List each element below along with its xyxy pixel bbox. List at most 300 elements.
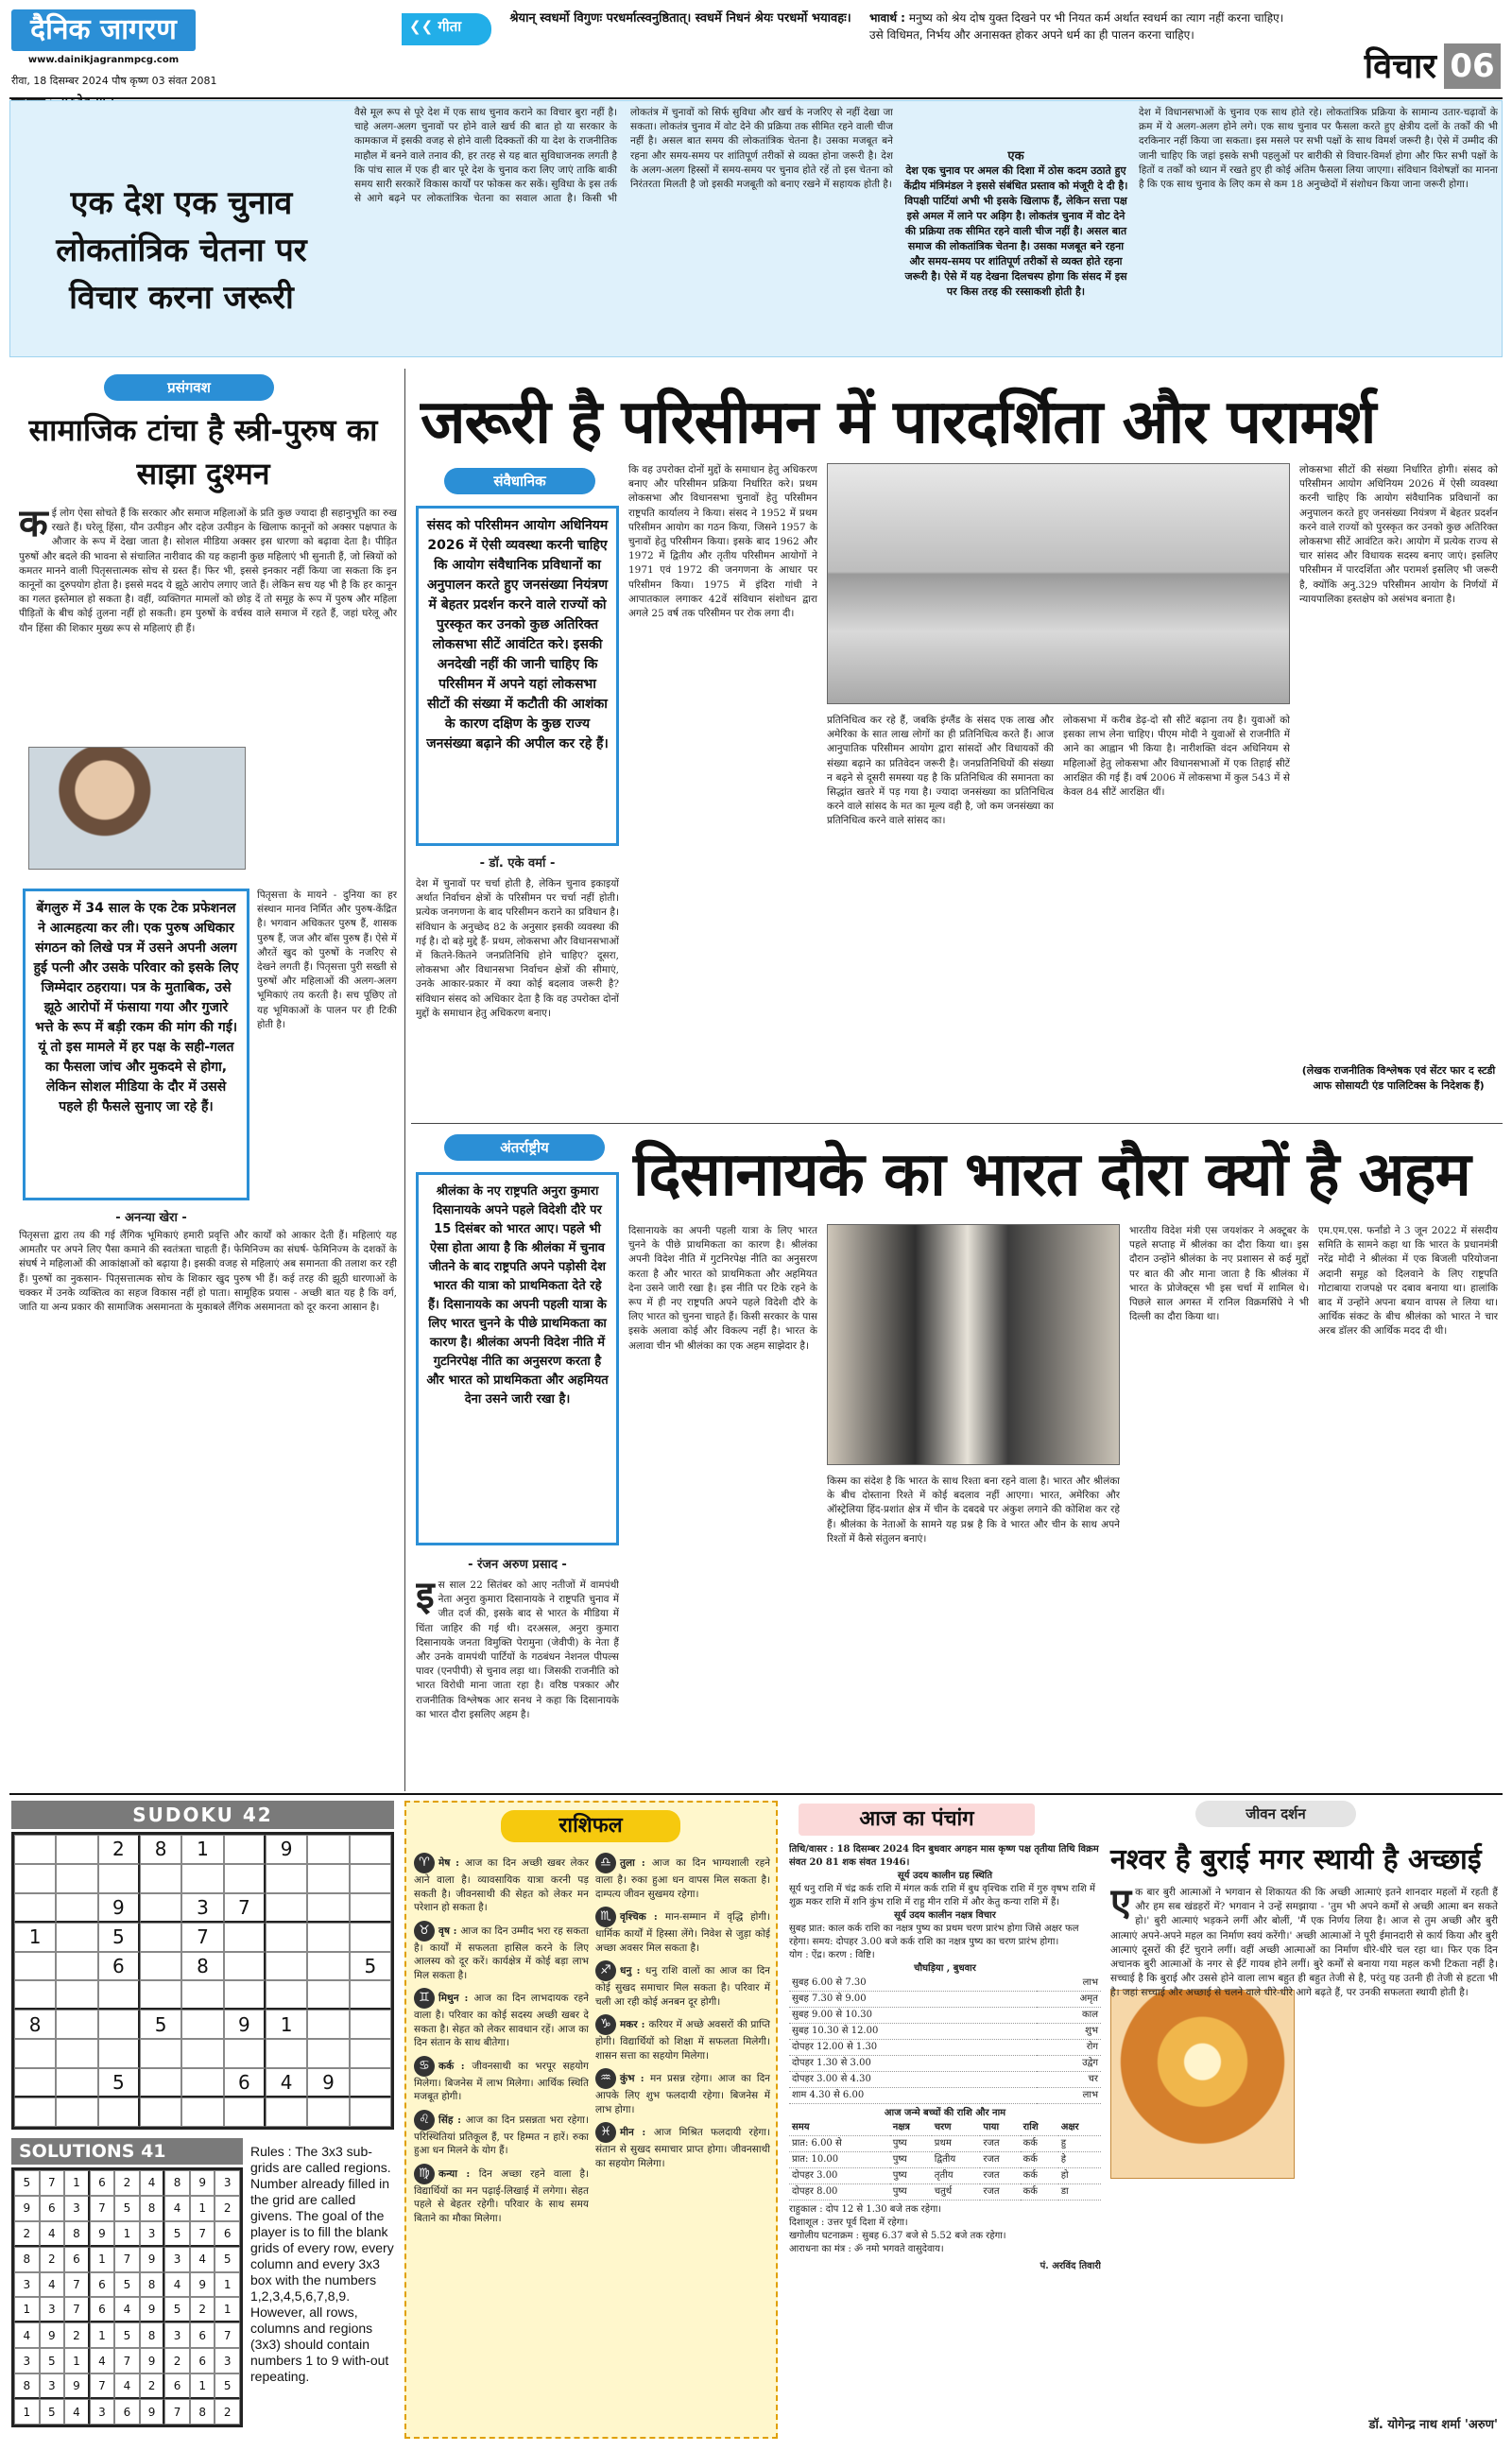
sudoku-cell[interactable]	[266, 2097, 307, 2127]
sudoku-cell[interactable]: 9	[98, 1893, 140, 1923]
solution-cell: 1	[190, 2196, 215, 2221]
birth-cell: तृतीय	[932, 2168, 981, 2184]
dissanayake-quote: श्रीलंका के नए राष्ट्रपति अनुरा कुमारा दिसानायके अपने पहले विदेशी दौरे पर 15 दिसंबर को भारत आए। पहले भी ऐसा होता आया है कि श्रीलंका में चुनाव जीतने के बाद राष्ट्रपति अपने पड़ोसी देश भारत की यात्रा को प्राथमिकता देते रहे हैं। दिसानायके का अपनी पहली यात्रा के लिए भारत चुनने के पीछे प्राथमिकता का कारण है। श्रीलंका अपनी विदेश नीति में गुटनिरपेक्ष नीति का अनुसरण करता है और भारत को प्राथमिकता और अहमियत देना उसने जारी रखा है।	[416, 1172, 619, 1545]
chogadiya-row	[789, 1976, 1101, 1992]
parisiman-author-note: (लेखक राजनीतिक विश्लेषक एवं सेंटर फार द स्टडी आफ सोसायटी एंड पालिटिक्स के निदेशक हैं)	[1301, 1064, 1496, 1092]
editorial-col1: वैसे मूल रूप से पूरे देश में एक साथ चुनाव कराने का विचार बुरा नहीं है। चाहे अलग-अलग चुनावों पर होने वाले खर्च की बात हो या सरकार के कामकाज में इसकी वजह से होने वाली दिक्कतों की या देश के राजनीतिक माहौल में बनने वाले तनाव की, हर तरह से यह बात सुविधाजनक लगती है कि पांच साल में एक ही बार पूरे देश के चुनाव करा लिए जाएं ताकि बाकी समय सारी सरकारें विकास कार्यों पर फोकस कर सकें। सुविधा के इस तर्क से आगे बढ़ने पर लोकतांत्रिक चेतना का सवाल आता है। किसी भी लोकतंत्र में चुनावों को सिर्फ सुविधा और खर्च के नजरिए से नहीं देखा जा सकता। लोकतंत्र चुनाव में वोट देने की प्रक्रिया तक सीमित रहने वाली चीज नहीं है। असल बात समय की लोकतांत्रिक चेतना है। उसका मजबूत बने रहना और समय-समय पर शांतिपूर्ण तरीकों से व्यक्त होना जरूरी है। देश के अलग-अलग हिस्सों में समय-समय पर चुनाव होते रहें तो इस चेतना को निरंतरता मिलती है जो इसकी मजबूती को बनाए रखने में सहायक होती है।	[354, 107, 893, 205]
solution-cell: 7	[64, 2297, 90, 2322]
sudoku-cell[interactable]: 1	[181, 1835, 223, 1864]
solution-cell: 1	[215, 2272, 240, 2298]
rashi-item	[414, 1853, 589, 1915]
panchang-author: पं. अरविंद तिवारी	[1040, 2261, 1101, 2271]
solution-cell: 1	[64, 2348, 90, 2373]
sudoku-cell[interactable]	[350, 2010, 391, 2039]
rashi-text: करियर में अच्छे अवसरों की प्राप्ति होगी। विद्यार्थियों को शिक्षा में सफलता मिलेगी। शासन सत्ता का सहयोग मिलेगा।	[595, 2019, 770, 2062]
rashi-name: मिथुन :	[438, 1993, 474, 2004]
solution-cell: 7	[40, 2170, 65, 2196]
zodiac-icon: ♐	[595, 1960, 616, 1981]
solution-cell: 7	[64, 2272, 90, 2298]
sudoku-cell[interactable]	[56, 1923, 97, 1952]
rashi-item	[414, 1988, 589, 2050]
rashi-item	[595, 2122, 770, 2170]
zodiac-icon: ♎	[595, 1853, 616, 1873]
solution-cell: 6	[215, 2221, 240, 2247]
sudoku-cell[interactable]: 8	[14, 2010, 56, 2039]
solution-cell: 7	[215, 2322, 240, 2348]
sudoku-cell[interactable]: 7	[181, 1923, 223, 1952]
rashi-name: वृष :	[438, 1925, 461, 1937]
sudoku-grid[interactable]	[11, 1832, 394, 2130]
dissanayake-col1-text: स साल 22 सितंबर को आए नतीजों में वामपंथी नेता अनुरा कुमारा दिसानायके ने राष्ट्रपति चुनाव में जीत दर्ज की, इसके बाद से भारत के मीडिया में चिंता जाहिर की गई थी। दरअसल, अनुरा कुमारा दिसानायके जनता विमुक्ति पेरामुना (जेवीपी) के नेता हैं और उनके वामपंथी पार्टियों के गठबंधन नेशनल पीपल्स पावर (एनपीपी) से चुनाव लड़ा था। जिसकी राजनीति को भारत विरोधी माना जाता रहा है। वरिष्ठ पत्रकार और राजनीतिक विश्लेषक आर सनथ ने कहा कि दिसानायके का भारत दौरा इसलिए अहम है।	[416, 1579, 619, 1720]
birth-cell: प्रात: 10.00	[789, 2152, 890, 2168]
sudoku-cell[interactable]	[350, 1864, 391, 1893]
birth-cell: प्रथम	[932, 2136, 981, 2152]
birth-cell: रजत	[980, 2152, 1020, 2168]
sudoku-cell[interactable]	[140, 2068, 181, 2097]
sudoku-cell[interactable]	[98, 1980, 140, 2010]
chogadiya-cell: दोपहर 1.30 से 3.00	[789, 2056, 1037, 2072]
solution-cell: 8	[14, 2373, 40, 2399]
solution-cell: 2	[14, 2221, 40, 2247]
sudoku-cell[interactable]: 2	[98, 1835, 140, 1864]
solution-grid	[11, 2167, 243, 2427]
sudoku-cell[interactable]	[56, 2068, 97, 2097]
solution-cell: 8	[140, 2272, 165, 2298]
solution-cell: 9	[190, 2272, 215, 2298]
editorial-col3: देश में विधानसभाओं के चुनाव एक साथ होते रहे। लोकतांत्रिक प्रक्रिया के सामान्य उतार-चढ़ावों के क्रम में ये अलग-अलग होने लगे। एक साथ चुनाव पर फैसला करते हुए क्षेत्रीय दलों के तर्कों की भी दरकिनार नहीं किया जा सकता। इस मसले पर सभी पक्षों के साथ विमर्श जरूरी है। ऐसे में उम्मीद की जानी चाहिए कि जहां इसके सभी पहलुओं पर बारीकी से विचार-विमर्श होगा और फिर सभी पक्षों के हितों व तर्कों को ध्यान में रखते हुए ही कोई अंतिम फैसला लिया जाएगा। संविधान विशेषज्ञों का मानना है कि एक साथ चुनाव के लिए कम से कम 18 अनुच्छेदों में संशोधन किया जाना जरूरी होगा।	[1139, 107, 1498, 191]
parisiman-col3: प्रतिनिधित्व कर रहे हैं, जबकि इंग्लैंड के संसद एक लाख और अमेरिका के सात लाख लोगों का ही प्रतिनिधित्व करते हैं। आज आनुपातिक परिसीमन आयोग द्वारा सांसदों और विधायकों की संख्या बढ़ाने का प्रतिवेदन जरूरी है। जनप्रतिनिधियों की संख्या न बढ़ने से दूसरी समस्या यह है कि प्रतिनिधित्व की समानता का सिद्धांत खतरे में पड़ गया है। ज्यादा जनसंख्या का प्रतिनिधित्व करने वाले सांसद के मत का मूल्य वही है, जो कम जनसंख्या का प्रतिनिधित्व करने वाले सांसद का।	[827, 715, 1054, 827]
solution-cell: 7	[114, 2348, 140, 2373]
solution-cell: 7	[114, 2247, 140, 2272]
solution-cell: 9	[64, 2373, 90, 2399]
solution-cell: 1	[64, 2170, 90, 2196]
chogadiya-cell: सुबह 9.00 से 10.30	[789, 2008, 1037, 2024]
panchang-rahukal: राहुकाल : दोप 12 से 1.30 बजे तक रहेगा।	[789, 2204, 942, 2215]
sudoku-cell[interactable]	[224, 1835, 266, 1864]
sudoku-cell[interactable]: 5	[98, 1923, 140, 1952]
panchang-text1: सूर्य धनु राशि में चंद्र कर्क राशि में मंगल कर्क राशि में बुध वृश्चिक राशि में गुरु वृषभ राशि में शुक्र मकर राशि में शनि कुंभ राशि में राहु मीन राशि में और केतु कन्या राशि में हैं।	[789, 1884, 1095, 1907]
sudoku-cell[interactable]	[14, 1952, 56, 1981]
sudoku-cell[interactable]	[224, 1864, 266, 1893]
solutions-title: SOLUTIONS 41	[11, 2138, 243, 2165]
sudoku-cell[interactable]	[14, 1864, 56, 1893]
solution-cell: 3	[140, 2221, 165, 2247]
sudoku-cell[interactable]	[224, 1980, 266, 2010]
birth-cell: दोपहर 3.00	[789, 2168, 890, 2184]
solution-cell: 2	[140, 2373, 165, 2399]
solution-cell: 5	[114, 2196, 140, 2221]
sudoku-cell[interactable]	[181, 2010, 223, 2039]
zodiac-icon: ♏	[595, 1907, 616, 1927]
solution-cell: 6	[190, 2348, 215, 2373]
chogadiya-row	[789, 2056, 1101, 2072]
sudoku-cell[interactable]	[307, 1893, 349, 1923]
sudoku-cell[interactable]	[14, 2097, 56, 2127]
birth-cell: कर्क	[1021, 2152, 1058, 2168]
sudoku-cell[interactable]	[56, 1835, 97, 1864]
geeta-tag	[402, 13, 491, 45]
rashi-name: वृश्चिक :	[620, 1911, 665, 1923]
solution-cell: 1	[14, 2399, 40, 2425]
chogadiya-cell: लाभ	[1037, 1976, 1101, 1992]
editorial-headline: एक देश एक चुनाव लोकतांत्रिक चेतना पर विचार करना जरूरी	[56, 184, 307, 317]
sudoku-cell[interactable]	[140, 2039, 181, 2068]
sudoku-cell[interactable]: 9	[266, 1835, 307, 1864]
geeta-icon: ❮❮	[409, 18, 438, 35]
rashi-name: कन्या :	[438, 2167, 479, 2180]
sudoku-cell[interactable]	[140, 1864, 181, 1893]
dissanayake-col1	[416, 1579, 619, 1786]
sudoku-cell[interactable]	[224, 1952, 266, 1981]
dissanayake-col2: दिसानायके का अपनी पहली यात्रा के लिए भारत चुनने के पीछे प्राथमिकता का कारण है। श्रीलंका अपनी विदेश नीति में गुटनिरपेक्ष नीति का अनुसरण करता है और भारत को प्राथमिकता और अहमियत देना उसने जारी रखा है। इस नीति पर टिके रहने के रूप में ही नए राष्ट्रपति अपने पहले विदेशी दौरे के लिए भारत को चुनना चाहते हैं। किसी सरकार के पास इसके अलावा कोई और विकल्प नहीं है। भारत के अलावा चीन भी श्रीलंका का एक अहम साझेदार है।	[628, 1225, 817, 1352]
sudoku-cell[interactable]	[14, 1893, 56, 1923]
birth-cell: कर्क	[1021, 2136, 1058, 2152]
sudoku-cell[interactable]	[266, 1893, 307, 1923]
sudoku-cell[interactable]	[307, 2097, 349, 2127]
birth-cell: द्वितीय	[932, 2152, 981, 2168]
solution-cell: 4	[40, 2221, 65, 2247]
solution-cell: 9	[140, 2348, 165, 2373]
birth-row	[789, 2184, 1101, 2201]
sudoku-cell[interactable]	[98, 2039, 140, 2068]
author-photo	[28, 747, 246, 870]
sudoku-cell[interactable]	[350, 2039, 391, 2068]
sudoku-cell[interactable]	[56, 2039, 97, 2068]
parisiman-col4: लोकसभा में करीब डेढ़-दो सौ सीटें बढ़ाना तय है। युवाओं को इसका लाभ लेना चाहिए। पीएम मोदी ने युवाओं से राजनीति में आने का आह्वान भी किया है। नारीशक्ति वंदन अधिनियम से महिलाओं हेतु लोकसभा और विधानसभाओं में एक तिहाई सीटें आरक्षित की गई हैं। वर्ष 2006 में लोकसभा में कुल 543 में से केवल 84 सीटें आरक्षित थीं।	[1063, 715, 1290, 799]
panchang-intro: तिथि/वासर : 18 दिसम्बर 2024 दिन बुधवार अगहन मास कृष्ण पक्ष तृतीया तिथि विक्रम संवत 20 81 शक संवत 1946।	[789, 1844, 1099, 1868]
birth-cell: पुष्य	[890, 2184, 932, 2201]
sudoku-cell[interactable]	[350, 1835, 391, 1864]
solution-cell: 1	[14, 2297, 40, 2322]
solution-cell: 5	[114, 2322, 140, 2348]
sudoku-cell[interactable]	[56, 1864, 97, 1893]
solution-cell: 7	[90, 2196, 115, 2221]
rashi-name: कुंभ :	[620, 2073, 650, 2084]
solution-cell: 3	[40, 2373, 65, 2399]
birth-row	[789, 2136, 1101, 2152]
editorial-highlight-text: देश एक चुनाव पर अमल की दिशा में ठोस कदम उठाते हुए केंद्रीय मंत्रिमंडल ने इससे संबंधित प्रस्ताव को मंजूरी दे दी है। विपक्षी पार्टियां अभी भी इसके खिलाफ हैं, लेकिन सत्ता पक्ष इसे अमल में लाने पर अड़िग है। लोकतंत्र चुनाव में वोट देने की प्रक्रिया तक सीमित रहने वाली चीज नहीं है। असल बात समाज की लोकतांत्रिक चेतना है। उसका मजबूत बने रहना और समय-समय पर शांतिपूर्ण तरीकों से व्यक्त होते रहना जरूरी है। ऐसे में यह देखना दिलचस्प होगा कि संसद में इस पर किस तरह की रस्साकशी होती है।	[903, 164, 1128, 298]
solution-cell: 9	[190, 2170, 215, 2196]
section-name: विचार	[1364, 47, 1436, 86]
sudoku-cell[interactable]	[56, 1952, 97, 1981]
solution-cell: 6	[90, 2272, 115, 2298]
sudoku-cell[interactable]	[307, 2010, 349, 2039]
rashi-item	[595, 1853, 770, 1901]
solution-cell: 7	[90, 2373, 115, 2399]
rashi-text: मान-सम्मान में वृद्धि होगी। धार्मिक कार्यों में हिस्सा लेंगे। निवेश से जुड़ा कोई अच्छा अवसर मिल सकता है।	[595, 1911, 770, 1954]
panchang-dishashool: दिशाशूल : उत्तर पूर्व दिशा में रहेगा।	[789, 2218, 908, 2228]
solution-cell: 6	[40, 2196, 65, 2221]
sudoku-cell[interactable]	[14, 2068, 56, 2097]
masthead-logo: दैनिक जागरण	[11, 9, 196, 51]
dissanayake-headline: दिसानायके का भारत दौरा क्यों है अहम	[633, 1140, 1470, 1210]
sudoku-cell[interactable]	[224, 1923, 266, 1952]
sudoku-cell[interactable]	[181, 2039, 223, 2068]
panchang-aradhana: आराधना का मंत्र : ॐ नमो भगवते वासुदेवाय।	[789, 2244, 944, 2254]
panchang-yog: योग : ऐंद्र। करण : विष्टि।	[789, 1950, 875, 1960]
sudoku-cell[interactable]: 6	[224, 2068, 266, 2097]
sudoku-cell[interactable]	[266, 1952, 307, 1981]
birth-cell: हे	[1058, 2152, 1101, 2168]
solution-cell: 9	[40, 2322, 65, 2348]
editorial-highlight-label: एक	[1007, 149, 1024, 164]
birth-table	[789, 2120, 1101, 2201]
rashi-text: दिन अच्छा रहने वाला है। विद्यार्थियों का मन पढ़ाई-लिखाई में लगेगा। सेहत पहले से बेहतर रहेगी। परिवार के साथ समय बिताने का मौका मिलेगा।	[414, 2167, 589, 2224]
sudoku-cell[interactable]	[140, 1980, 181, 2010]
sudoku-cell[interactable]	[350, 1923, 391, 1952]
prasangvash-body1-text: ई लोग ऐसा सोचते हैं कि सरकार और समाज महिलाओं के प्रति कुछ ज्यादा ही सहानुभूति का रुख रखते हैं। घरेलू हिंसा, यौन उत्पीड़न और दहेज उत्पीड़न के खिलाफ कानूनों को अक्सर पक्षपात के औजार के रूप में देखा जाता है। सोशल मीडिया अक्सर इस धारणा को बढ़ावा देता है। पीड़ित पुरुषों और बदले की भावना से संचालित नारीवाद की यह कहानी कुछ महिलाएं भी सुनाती हैं, जो स्त्रियों को कमतर मानने वाली पितृसत्तात्मक सोच से ग्रस्त हैं। फिर भी, इससे इनकार नहीं किया जा सकता कि इन कानूनों का दुरुपयोग होता है। इससे मदद ये झूठे आरोप लगाए जाते हैं। लेकिन सच यह भी है कि हर कानून का गलत इस्तेमाल हो सकता है। वहीं, व्यक्तिगत मामलों को छोड़ दें तो समूह के रूप में पुरुष और महिला पीड़ितों के बीच कोई तुलना नहीं हो सकती। हम पुरुषों के वर्चस्व वाले समाज में रहते हैं, जहां घरेलू और यौन हिंसा की शिकार मुख्य रूप से महिलाएं ही हैं।	[19, 508, 397, 634]
solution-cell: 2	[64, 2322, 90, 2348]
solution-cell: 3	[40, 2297, 65, 2322]
solution-cell: 4	[140, 2170, 165, 2196]
sudoku-cell[interactable]	[140, 1893, 181, 1923]
sudoku-cell[interactable]: 9	[307, 2068, 349, 2097]
sudoku-cell[interactable]	[181, 1864, 223, 1893]
birth-cell: दोपहर 8.00	[789, 2184, 890, 2201]
solution-cell: 6	[114, 2399, 140, 2425]
rashi-item	[414, 1921, 589, 1983]
masthead-date: रीवा, 18 दिसम्बर 2024 पौष कृष्ण 03 संवत 2081	[11, 75, 217, 87]
prasangvash-byline: - अनन्या खेरा -	[115, 1211, 187, 1225]
sudoku-cell[interactable]	[56, 2010, 97, 2039]
supreme-court-photo	[827, 463, 1290, 704]
solution-cell: 5	[164, 2221, 190, 2247]
solution-cell: 8	[140, 2196, 165, 2221]
sudoku-cell[interactable]	[266, 1980, 307, 2010]
solution-cell: 8	[64, 2221, 90, 2247]
sudoku-cell[interactable]	[56, 1893, 97, 1923]
sudoku-cell[interactable]	[350, 2068, 391, 2097]
rashi-text: आज का दिन अच्छी खबर लेकर आने वाला है। व्यावसायिक यात्रा करनी पड़ सकती है। जीवनसाथी की सेहत को लेकर मन परेशान हो सकता है।	[414, 1857, 589, 1913]
chogadiya-cell: सुबह 7.30 से 9.00	[789, 1992, 1037, 2008]
solution-cell: 2	[190, 2297, 215, 2322]
solution-cell: 3	[64, 2196, 90, 2221]
sudoku-cell[interactable]	[307, 1864, 349, 1893]
solution-cell: 6	[90, 2170, 115, 2196]
rashi-item	[414, 2110, 589, 2158]
sudoku-cell[interactable]: 8	[181, 1952, 223, 1981]
jeevan-darshan-body-text: क बार बुरी आत्माओं ने भगवान से शिकायत की कि अच्छी आत्माएं इतने शानदार महलों में रहती हैं और हम सब खंडहरों में? भगवान ने उन्हें समझाया - 'तुम भी अपने कर्मों से अच्छी आत्मा बन सकते हो।' बुरी आत्माएं भड़कने लगीं और बोलीं, 'मैं एक निर्णय लिया है। आज से तुम अच्छी और बुरी आत्माएं अपने-अपने महल का निर्माण स्वयं करेंगी।' अच्छी आत्माओं ने पूरी ईमानदारी से कार्य किया और बुरी आत्माएं दूसरों की ईंटें चुराने लगीं। वहीं अच्छी आत्माओं का निर्माण धीरे-धीरे चल रहा था। फिर एक दिन अचानक बुरी आत्माओं के नगर से ईंटें गायब होने लगीं। बुरे कर्मों से बनाया गया महल कभी टिकता नहीं है। सच्चाई है कि बुराई और उससे होने वाला लाभ बहुत ही बहुत तेजी से है, परंतु यह उतनी ही तेजी से हटता भी है। जहां सच्चाई और अच्छाई से चलने वाले धीरे-धीरे आगे बढ़ते हैं, पर उनकी सफलता स्थायी होती है।	[1110, 1887, 1498, 1999]
jeevan-darshan-byline: डॉ. योगेन्द्र नाथ शर्मा 'अरुण'	[1368, 2418, 1498, 2432]
solution-cell: 8	[140, 2322, 165, 2348]
sudoku-cell[interactable]: 3	[181, 1893, 223, 1923]
rashi-item	[595, 1960, 770, 2009]
chogadiya-cell: शुभ	[1037, 2024, 1101, 2040]
prasangvash-body2: पितृसत्ता के मायने - दुनिया का हर संस्थान मानव निर्मित और पुरुष-केंद्रित है। भगवान अधिकतर पुरुष हैं, शासक पुरुष हैं, जज और बॉस पुरुष हैं। ऐसे में औरतें खुद को पुरुषों के नजरिए से देखने लगती हैं। पितृसत्ता पुरी सख्ती से पुरुषों और महिलाओं की अलग-अलग भूमिकाएं तय करती है। सच पूछिए तो यह भूमिकाओं के पालन पर ही टिकी होती है।	[257, 889, 397, 1030]
rashi-item	[595, 1907, 770, 1955]
page-number: 06	[1444, 43, 1501, 89]
sudoku-cell[interactable]: 9	[224, 2010, 266, 2039]
parisiman-headline: जरूरी है परिसीमन में पारदर्शिता और परामर्श	[421, 388, 1376, 457]
sudoku-cell[interactable]	[224, 2097, 266, 2127]
solution-cell: 4	[40, 2272, 65, 2298]
solution-cell: 4	[14, 2322, 40, 2348]
birth-cell: पुष्य	[890, 2152, 932, 2168]
sudoku-cell[interactable]: 4	[266, 2068, 307, 2097]
sudoku-title: SUDOKU 42	[11, 1801, 394, 1829]
parisiman-quote: संसद को परिसीमन आयोग अधिनियम 2026 में ऐसी व्यवस्था करनी चाहिए कि आयोग संवैधानिक प्रविधानों का अनुपालन करते हुए जनसंख्या नियंत्रण में बेहतर प्रदर्शन करने वाले राज्यों को पुरस्कृत कर उनको कुछ अतिरिक्त लोकसभा सीटें आवंटित करे। इसकी अनदेखी नहीं की जानी चाहिए कि परिसीमन में अपने यहां लोकसभा सीटों की संख्या में कटौती की आशंका के कारण दक्षिण के कुछ राज्य जनसंख्या बढ़ाने की अपील कर रहे हैं।	[416, 506, 619, 846]
zodiac-icon: ♓	[595, 2122, 616, 2143]
birth-cell: रजत	[980, 2184, 1020, 2201]
solution-cell: 6	[190, 2322, 215, 2348]
bottom-section-rule	[9, 1793, 1503, 1795]
sudoku-cell[interactable]	[266, 1923, 307, 1952]
sudoku-cell[interactable]	[350, 2097, 391, 2127]
sudoku-cell[interactable]: 8	[140, 1835, 181, 1864]
birth-cell: प्रात: 6.00 से	[789, 2136, 890, 2152]
birth-row	[789, 2152, 1101, 2168]
bhavarth-text: मनुष्य को श्रेय दोष युक्त दिखने पर भी नियत कर्म अर्थात स्वधर्म का त्याग नहीं करना चाहिए। उसे विधिमत, निर्भय और अनासक्त होकर अपने धर्म का ही पालन करना चाहिए।	[869, 11, 1284, 42]
rashi-item	[414, 2056, 589, 2104]
birth-cell: पुष्य	[890, 2168, 932, 2184]
sudoku-cell[interactable]	[350, 1893, 391, 1923]
sudoku-cell[interactable]	[307, 1923, 349, 1952]
prasangvash-right-text	[255, 756, 397, 879]
sudoku-cell[interactable]	[98, 2097, 140, 2127]
solution-cell: 2	[215, 2399, 240, 2425]
solution-cell: 1	[215, 2297, 240, 2322]
dissanayake-tag: अंतर्राष्ट्रीय	[444, 1134, 605, 1161]
prasangvash-body3: पितृसत्ता द्वारा तय की गई लैंगिक भूमिकाएं हमारी प्रवृत्ति और कार्यों को आकार देती हैं। महिलाएं यह आमतौर पर अपने लिए पैसा कमाने की स्वतंत्रता चाहती हैं। फेमिनिज्म का संघर्ष- फेमिनिज्म के दशकों के संघर्ष ने महिलाओं की आकांक्षाओं को बढ़ाया है। इसकी वजह से महिलाएं अब समानता की तलाश कर रही हैं। पुरुषों का नुकसान- पितृसत्तात्मक सोच के शिकार खुद पुरुष भी हैं। कई तरह की झूठी धारणाओं के चक्कर में उनके व्यक्तित्व का सहज विकास नहीं हो पाता। सामूहिक प्रयास - अच्छी बात यह है कि वर्ग, जाति या अन्य प्रकार की सामाजिक असमानता के मुकाबले लैंगिक असमानता को दूर करना आसान है।	[19, 1230, 397, 1314]
solution-cell: 4	[64, 2399, 90, 2425]
solution-cell: 2	[164, 2348, 190, 2373]
prasangvash-headline: सामाजिक टांचा है स्त्री-पुरुष का साझा दुश्मन	[28, 412, 378, 492]
birth-header-cell: चरण	[932, 2120, 981, 2136]
chogadiya-row	[789, 2008, 1101, 2024]
sudoku-cell[interactable]: 7	[224, 1893, 266, 1923]
rashifal-title: राशिफल	[501, 1810, 680, 1842]
birth-cell: पुष्य	[890, 2136, 932, 2152]
solution-cell: 5	[215, 2247, 240, 2272]
solution-cell: 4	[190, 2247, 215, 2272]
sudoku-cell[interactable]	[181, 2097, 223, 2127]
solution-cell: 7	[164, 2399, 190, 2425]
sudoku-cell[interactable]: 5	[140, 2010, 181, 2039]
sudoku-cell[interactable]	[98, 2010, 140, 2039]
sudoku-cell[interactable]	[14, 1835, 56, 1864]
chogadiya-row	[789, 2072, 1101, 2088]
chogadiya-cell: सुबह 10.30 से 12.00	[789, 2024, 1037, 2040]
parisiman-col1: देश में चुनावों पर चर्चा होती है, लेकिन चुनाव इकाइयों अर्थात निर्वाचन क्षेत्रों के परिसीमन पर चर्चा नहीं होती। प्रत्येक जनगणना के बाद परिसीमन कराने का प्रविधान है। संविधान के अनुच्छेद 82 के अनुसार इसकी व्यवस्था की गई है। दो बड़े मुद्दे हैं- प्रथम, लोकसभा और विधानसभाओं में कितने-कितने जनप्रतिनिधि होने चाहिए? दूसरा, लोकसभा और विधानसभा निर्वाचन क्षेत्रों की सीमाएं, उनके आकार-प्रकार में क्या कोई बदलाव जरूरी है? संविधान संसद को अधिकार देता है कि वह उपरोक्त दोनों मुद्दों के समाधान हेतु अधिकरण बनाए।	[416, 878, 619, 1019]
sudoku-cell[interactable]	[266, 1864, 307, 1893]
sudoku-cell[interactable]	[224, 2039, 266, 2068]
jeevan-darshan-headline: नश्वर है बुराई मगर स्थायी है अच्छाई	[1110, 1843, 1482, 1876]
solution-cell: 3	[14, 2272, 40, 2298]
sudoku-cell[interactable]	[307, 1952, 349, 1981]
rashi-name: मेष :	[438, 1857, 465, 1869]
solution-cell: 4	[90, 2348, 115, 2373]
sudoku-cell[interactable]	[98, 1864, 140, 1893]
sudoku-cell[interactable]: 1	[14, 1923, 56, 1952]
geeta-label: गीता	[438, 18, 462, 35]
birth-cell: रजत	[980, 2136, 1020, 2152]
sudoku-cell[interactable]	[140, 2097, 181, 2127]
dissanayake-col5: एम.एम.एस. फर्नांडो ने 3 जून 2022 में संसदीय समिति के सामने कहा था कि भारत के प्रधानमंत्री नरेंद्र मोदी ने श्रीलंका में एक बिजली परियोजना अदानी समूह को दिलवाने के लिए राष्ट्रपति गोटाबाया राजपक्षे पर दबाव बनाया था। हालांकि बाद में उन्होंने अपना बयान वापस ले लिया था। आर्थिक संकट के बीच श्रीलंका को भारत ने चार अरब डॉलर की आर्थिक मदद दी थी।	[1318, 1225, 1498, 1338]
solution-cell: 7	[190, 2221, 215, 2247]
rashi-text: आज का दिन प्रसन्नता भरा रहेगा। परिस्थितियां प्रतिकूल हैं, पर हिम्मत न हारें। रुका हुआ धन मिलने के योग हैं।	[414, 2114, 589, 2156]
prasangvash-tag: प्रसंगवश	[104, 374, 274, 401]
sudoku-cell[interactable]	[14, 1980, 56, 2010]
sudoku-cell[interactable]	[350, 1980, 391, 2010]
sudoku-cell[interactable]: 1	[266, 2010, 307, 2039]
sudoku-cell[interactable]	[181, 1980, 223, 2010]
sudoku-cell[interactable]	[307, 1835, 349, 1864]
birth-header-cell: अक्षर	[1058, 2120, 1101, 2136]
rashi-text: आज का दिन उम्मीद भरा रह सकता है। कार्यों में सफलता हासिल करने के लिए आलस्य को दूर करें। कार्यक्षेत्र में कोई बड़ा लाभ मिल सकता है।	[414, 1925, 589, 1981]
jeevan-darshan-dropcap: ए	[1110, 1886, 1132, 1925]
solution-cell: 8	[164, 2170, 190, 2196]
sudoku-cell[interactable]	[140, 1923, 181, 1952]
sudoku-cell[interactable]	[307, 1980, 349, 2010]
sudoku-cell[interactable]: 5	[98, 2068, 140, 2097]
birth-row	[789, 2168, 1101, 2184]
sudoku-cell[interactable]	[14, 2039, 56, 2068]
zodiac-icon: ♑	[595, 2014, 616, 2035]
birth-cell: डा	[1058, 2184, 1101, 2201]
solution-cell: 1	[90, 2247, 115, 2272]
solution-cell: 4	[164, 2196, 190, 2221]
dissanayake-col3: किस्म का संदेश है कि भारत के साथ रिश्ता बना रहने वाला है। भारत और श्रीलंका के बीच दोस्ताना रिश्ते में कोई बदलाव नहीं आएगा। भारत, अमेरिका और ऑस्ट्रेलिया हिंद-प्रशांत क्षेत्र में चीन के दबदबे पर अंकुश लगाने की कोशिश कर रहे हैं। श्रीलंका के नेताओं के सामने यह प्रश्न है कि वे भारत और चीन के साथ अपने रिश्तों में कैसे संतुलन बनाएं।	[827, 1476, 1120, 1545]
chogadiya-row	[789, 2040, 1101, 2056]
birth-header-cell: राशि	[1021, 2120, 1058, 2136]
solution-cell: 9	[140, 2399, 165, 2425]
sudoku-cell[interactable]	[266, 2039, 307, 2068]
solution-cell: 3	[90, 2399, 115, 2425]
solution-cell: 3	[215, 2348, 240, 2373]
sudoku-cell[interactable]	[56, 2097, 97, 2127]
chogadiya-cell: रोग	[1037, 2040, 1101, 2056]
masthead-website[interactable]: www.dainikjagranmpcg.com	[27, 55, 180, 65]
sudoku-cell[interactable]	[140, 1952, 181, 1981]
solution-cell: 3	[14, 2348, 40, 2373]
editorial-highlight	[902, 147, 1129, 300]
solution-cell: 6	[90, 2297, 115, 2322]
chogadiya-title: चौघड़िया , बुधवार	[914, 1963, 976, 1974]
sudoku-cell[interactable]: 5	[350, 1952, 391, 1981]
zodiac-icon: ♒	[595, 2068, 616, 2089]
birth-cell: चतुर्थ	[932, 2184, 981, 2201]
birth-cell: हु	[1058, 2136, 1101, 2152]
chogadiya-row	[789, 2024, 1101, 2040]
sudoku-cell[interactable]	[181, 2068, 223, 2097]
sudoku-cell[interactable]: 6	[98, 1952, 140, 1981]
parisiman-col2: कि वह उपरोक्त दोनों मुद्दों के समाधान हेतु अधिकरण बनाए और परिसीमन प्रक्रिया निर्धारित करे। प्रथम लोकसभा और विधानसभा चुनावों हेतु परिसीमन राष्ट्रपति कार्यालय ने किया। संसद ने 1952 में प्रथम परिसीमन आयोग का गठन किया, जिसने 1957 के चुनावों हेतु परिसीमन किया। इसके बाद 1962 और 1972 में द्वितीय और तृतीय परिसीमन आयोगों ने 1971 एवं 1972 की जनगणना के आधार पर परिसीमन किया। 1975 में इंदिरा गांधी ने आपातकाल लगाकर 42वें संविधान संशोधन द्वारा अगले 25 वर्ष तक परिसीमन पर रोक लगा दी।	[628, 464, 817, 620]
zodiac-icon: ♋	[414, 2056, 435, 2077]
solution-cell: 6	[64, 2247, 90, 2272]
left-column-rule	[404, 369, 405, 1791]
zodiac-icon: ♌	[414, 2110, 435, 2131]
rashi-text: धनु राशि वालों का आज का दिन कोई सुखद समाचार मिल सकता है। परिवार में चली आ रही कोई अनबन दूर होगी।	[595, 1965, 770, 2008]
sudoku-rules: Rules : The 3x3 sub-grids are called regions. Number already filled in the grid are called givens. The goal of the player is to fill the blank grids of every row, every column and every 3x3 box with the numbers 1,2,3,4,5,6,7,8,9. However, all rows, columns and regions (3x3) should contain numbers 1 to 9 with-out repeating.	[250, 2144, 394, 2384]
panchang-sub3: आज जन्मे बच्चों की राशि और नाम	[884, 2108, 1006, 2118]
rashi-name: कर्क :	[438, 2060, 472, 2072]
rashi-text: मन प्रसन्न रहेगा। आज का दिन आपके लिए शुभ फलदायी रहेगा। बिजनेस में लाभ होगा।	[595, 2073, 770, 2115]
birth-cell: कर्क	[1021, 2168, 1058, 2184]
solution-cell: 5	[40, 2348, 65, 2373]
panchang-text2: सुबह प्रात: काल कर्क राशि का नक्षत्र पुष्य का प्रथम चरण प्रारंभ होगा जिसे अक्षर फल रहेगा। समय: दोपहर 3.00 बजे कर्क राशि का नक्षत्र पुष्य का चरण प्रारंभ होगा।	[789, 1924, 1079, 1947]
sudoku-cell[interactable]	[307, 2039, 349, 2068]
rashi-item	[414, 2164, 589, 2226]
rashi-item	[595, 2014, 770, 2063]
chogadiya-cell: दोपहर 12.00 से 1.30	[789, 2040, 1037, 2056]
dissanayake-byline: - रंजन अरुण प्रसाद -	[468, 1558, 567, 1572]
sudoku-cell[interactable]	[56, 1980, 97, 2010]
chogadiya-cell: सुबह 6.00 से 7.30	[789, 1976, 1037, 1992]
birth-header-cell: पाया	[980, 2120, 1020, 2136]
jeevan-darshan-body	[1110, 1886, 1498, 2401]
solution-cell: 3	[164, 2247, 190, 2272]
birth-cell: रजत	[980, 2168, 1020, 2184]
